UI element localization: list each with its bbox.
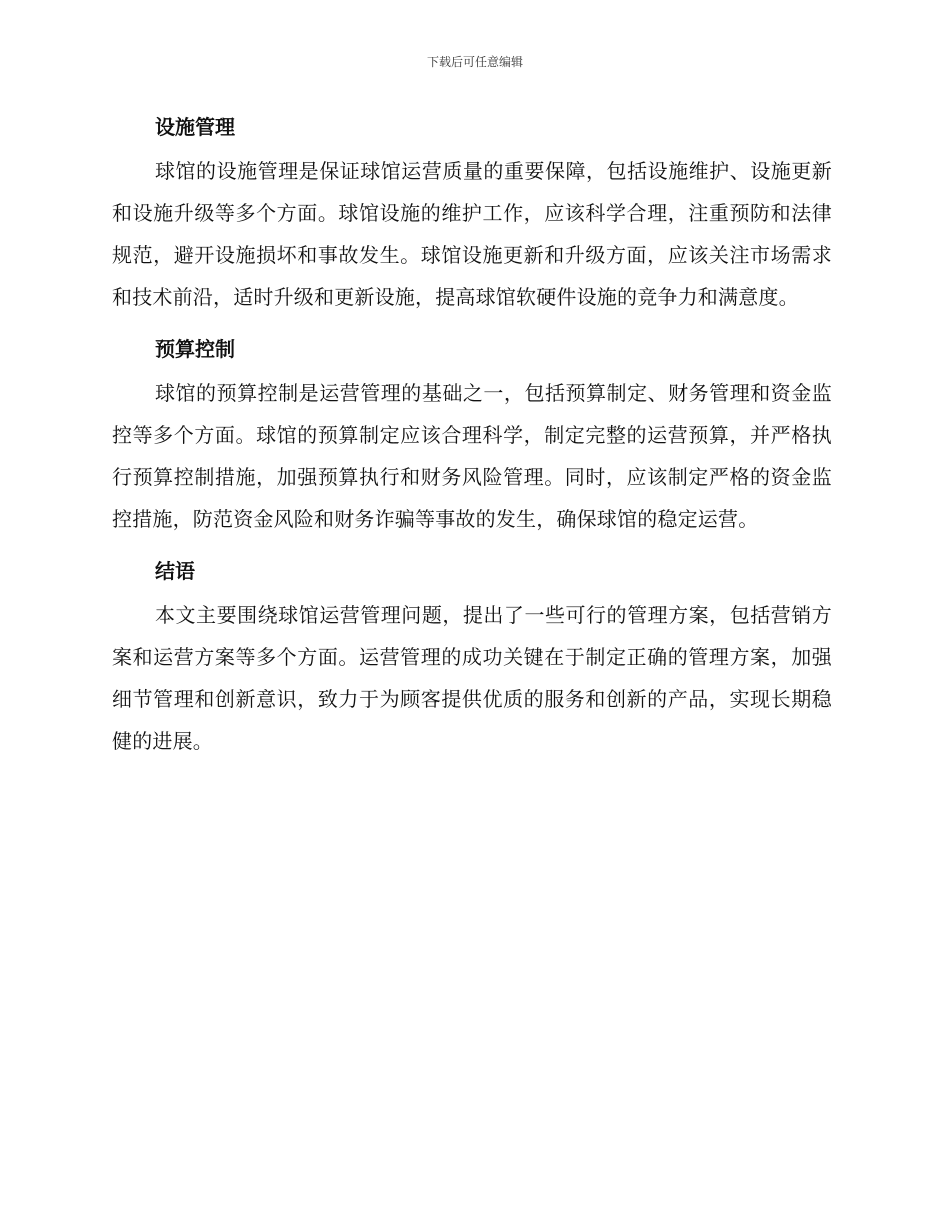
header-note: 下载后可任意编辑	[426, 55, 523, 69]
section-paragraph: 球馆的预算控制是运营管理的基础之一，包括预算制定、财务管理和资金监控等多个方面。球馆的预算制定应该合理科学，制定完整的运营预算，并严格执行预算控制措施，加强预算执行和财务风险管理。同时，应该制定严格的资金监控措施，防范资金风险和财务诈骗等事故的发生，确保球馆的稳定运营。	[112, 381, 832, 531]
section-heading: 设施管理	[155, 115, 235, 139]
section-heading: 预算控制	[155, 337, 235, 361]
document-content	[112, 110, 832, 776]
section-facility-management	[112, 110, 832, 318]
section-heading: 结语	[155, 559, 195, 583]
section-conclusion	[112, 554, 832, 762]
section-paragraph: 本文主要围绕球馆运营管理问题，提出了一些可行的管理方案，包括营销方案和运营方案等多个方面。运营管理的成功关键在于制定正确的管理方案，加强细节管理和创新意识，致力于为顾客提供优质的服务和创新的产品，实现长期稳健的进展。	[112, 603, 832, 753]
section-budget-control	[112, 332, 832, 540]
section-paragraph: 球馆的设施管理是保证球馆运营质量的重要保障，包括设施维护、设施更新和设施升级等多个方面。球馆设施的维护工作，应该科学合理，注重预防和法律规范，避开设施损坏和事故发生。球馆设施更新和升级方面，应该关注市场需求和技术前沿，适时升级和更新设施，提高球馆软硬件设施的竞争力和满意度。	[112, 159, 832, 309]
